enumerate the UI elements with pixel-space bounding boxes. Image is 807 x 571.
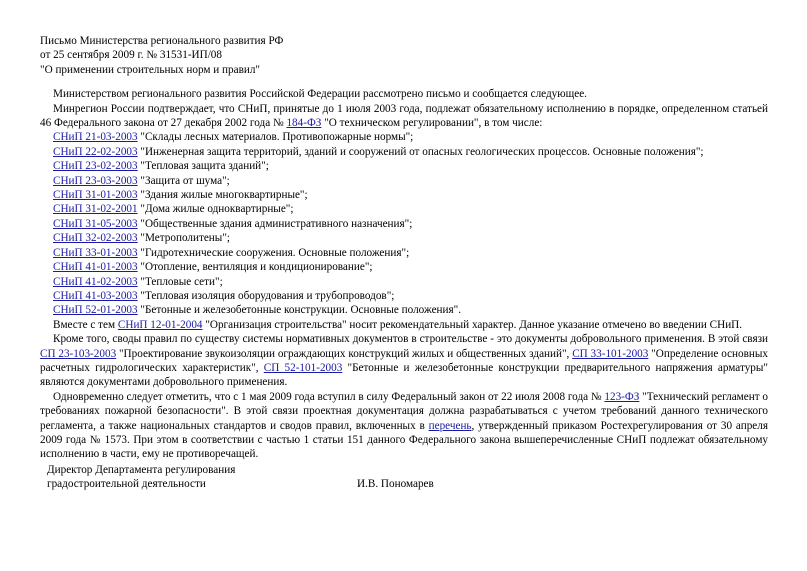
snip-code-link[interactable]: СНиП 23-03-2003 [53, 174, 138, 187]
snip-code-link[interactable]: СНиП 52-01-2003 [53, 304, 138, 317]
snip-title: "Отопление, вентиляция и кондиционирование"; [137, 261, 373, 274]
snip-list-item [40, 188, 768, 202]
text: "Бетонные и железобетонные конструкции предварительного напряжения арматуры" являются документами добровольного применения. [40, 361, 768, 389]
snip-code-link[interactable]: СНиП 33-01-2003 [53, 246, 138, 259]
text: "Технический регламент о требованиях пожарной безопасности". В этой связи проектная документация должна разрабатываться с учетом требований данного технического регламента, а также национальных стандартов и сводов правил, включенных в [40, 390, 768, 432]
snip-title: "Бетонные и железобетонные конструкции. Основные положения". [137, 304, 462, 317]
snip-list-item [40, 231, 768, 245]
snip-list-item [40, 130, 768, 144]
snip-title: "Дома жилые одноквартирные"; [137, 203, 294, 216]
text: Минрегион России подтверждает, что СНиП, принятые до 1 июля 2003 года, подлежат обязательному исполнению в порядке, определенном статьей 46 Федерального закона от 27 декабря 2002 года № [40, 102, 768, 130]
snip-list-item [40, 289, 768, 303]
text: "Организация строительства" носит рекомендательный характер. Данное указание отмечено во введении СНиП. [202, 318, 743, 331]
text: "Проектирование звукоизоляции ограждающих конструкций жилых и общественных зданий", [116, 347, 573, 360]
link-123-fz[interactable]: 123-ФЗ [604, 390, 640, 403]
letter-body [40, 34, 768, 462]
link-sp-52-101-2003[interactable]: СП 52-101-2003 [263, 361, 343, 374]
snip-list-item [40, 260, 768, 274]
paragraph-snip-obligation [40, 102, 768, 131]
snip-code-link[interactable]: СНиП 21-03-2003 [53, 131, 138, 144]
header-line-subject: "О применении строительных норм и правил" [40, 63, 260, 76]
snip-code-link[interactable]: СНиП 31-02-2001 [53, 203, 138, 216]
snip-code-link[interactable]: СНиП 41-03-2003 [53, 289, 138, 302]
snip-title: "Тепловая изоляция оборудования и трубопроводов"; [137, 289, 395, 302]
snip-code-link[interactable]: СНиП 22-02-2003 [53, 145, 138, 158]
link-sp-33-101-2003[interactable]: СП 33-101-2003 [572, 347, 649, 360]
snip-code-link[interactable]: СНиП 23-02-2003 [53, 160, 138, 173]
snip-list-item [40, 217, 768, 231]
header-line-date: от 25 сентября 2009 г. № 31531-ИП/08 [40, 49, 222, 62]
text: Вместе с тем [53, 318, 118, 331]
snip-list-item [40, 145, 768, 159]
text: "О техническом регулировании", в том числе: [321, 117, 543, 130]
link-snip-12-01-2004[interactable]: СНиП 12-01-2004 [117, 318, 203, 331]
snip-title: "Гидротехнические сооружения. Основные положения"; [137, 246, 410, 259]
snip-title: "Здания жилые многоквартирные"; [137, 189, 308, 202]
text: Кроме того, своды правил по существу системы нормативных документов в строительстве - это документы добровольного применения. В этой связи [53, 333, 768, 346]
paragraph-fire-safety [40, 390, 768, 462]
snip-title: "Общественные здания административного назначения"; [137, 217, 413, 230]
snip-list-item [40, 159, 768, 173]
snip-title: "Инженерная защита территорий, зданий и сооружений от опасных геологических процессов. Основные положения"; [137, 145, 704, 158]
snip-list-item [40, 246, 768, 260]
letter-header [40, 34, 768, 77]
snip-list-item [40, 275, 768, 289]
snip-title: "Склады лесных материалов. Противопожарные нормы"; [137, 131, 414, 144]
snip-list-item [40, 202, 768, 216]
text: "Определение основных расчетных гидрологических характеристик", [40, 347, 768, 374]
snip-list-item [40, 174, 768, 188]
snip-code-link[interactable]: СНиП 32-02-2003 [53, 232, 138, 245]
paragraph-snip-12-01 [40, 318, 768, 332]
snip-list-item [40, 303, 768, 317]
signature-name: И.В. Пономарев [357, 478, 434, 490]
text: , утвержденный приказом Ростехрегулирования от 30 апреля 2009 года № 1573. При этом в соответствии с частью 1 статьи 151 данного Федерального закона вышеперечисленные СНиП подлежат обязательному исполнению в части, ему не противоречащей. [40, 419, 768, 461]
intro-paragraph: Министерством регионального развития Российской Федерации рассмотрено письмо и сообщается следующее. [53, 88, 587, 101]
snip-code-link[interactable]: СНиП 41-01-2003 [53, 261, 138, 274]
snip-title: "Тепловая защита зданий"; [137, 160, 269, 173]
signature-position-line1: Директор Департамента регулирования [47, 464, 236, 476]
snip-list [40, 130, 768, 317]
snip-title: "Тепловые сети"; [137, 275, 223, 288]
snip-code-link[interactable]: СНиП 31-05-2003 [53, 217, 138, 230]
link-perechen[interactable]: перечень [428, 419, 472, 432]
link-sp-23-103-2003[interactable]: СП 23-103-2003 [40, 347, 117, 360]
snip-title: "Метрополитены"; [137, 232, 230, 245]
text: Одновременно следует отметить, что с 1 мая 2009 года вступил в силу Федеральный закон от 22 июля 2008 года № [53, 390, 605, 403]
link-184-fz[interactable]: 184-ФЗ [286, 117, 322, 130]
header-line-ministry: Письмо Министерства регионального развития РФ [40, 35, 284, 47]
snip-code-link[interactable]: СНиП 31-01-2003 [53, 189, 138, 202]
snip-title: "Защита от шума"; [137, 174, 230, 187]
paragraph-svody-pravil [40, 332, 768, 390]
snip-code-link[interactable]: СНиП 41-02-2003 [53, 275, 138, 288]
signature-block [47, 463, 434, 492]
signature-position-line2: градостроительной деятельности [47, 478, 206, 491]
